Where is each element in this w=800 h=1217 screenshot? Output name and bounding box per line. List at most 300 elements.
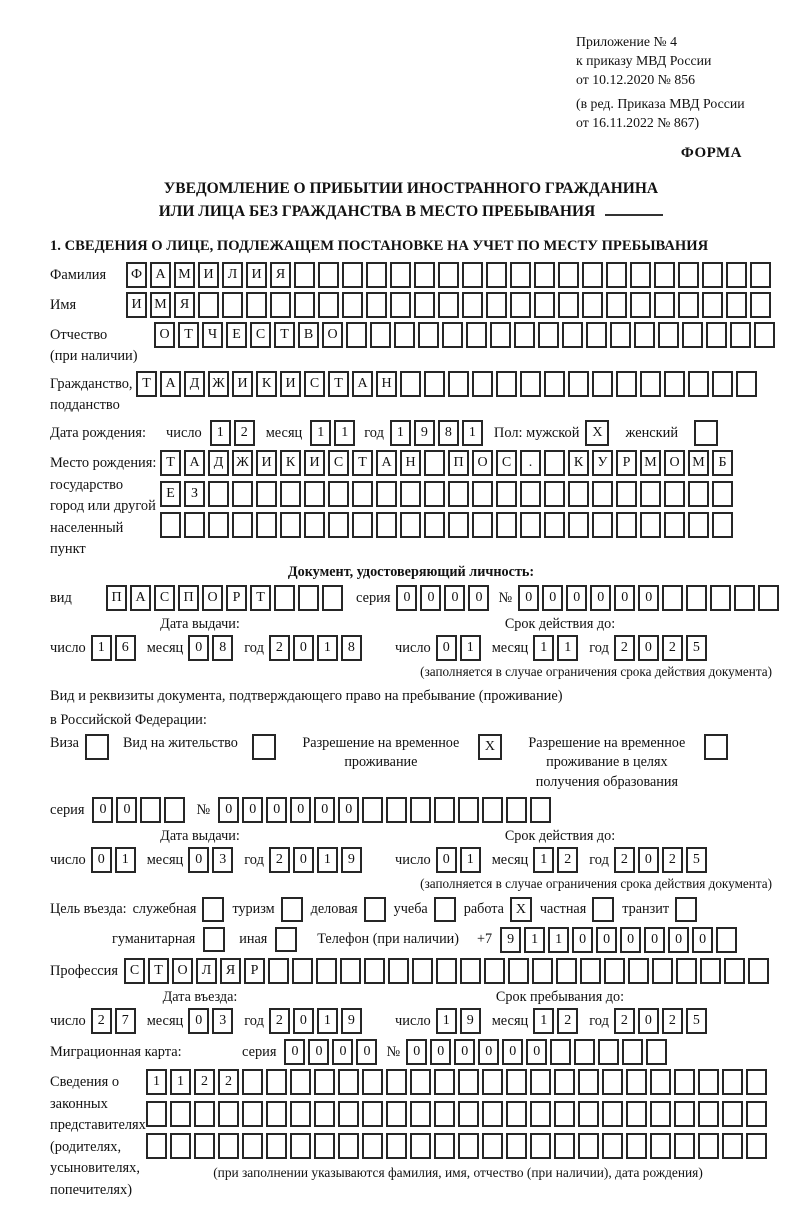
form-cell[interactable] (146, 1133, 167, 1159)
form-cell[interactable] (746, 1133, 767, 1159)
res-valid-month-cells[interactable] (533, 847, 581, 873)
form-cell[interactable] (640, 512, 661, 538)
form-cell[interactable] (722, 1133, 743, 1159)
form-cell[interactable]: Т (136, 371, 157, 397)
form-cell[interactable] (472, 512, 493, 538)
form-cell[interactable]: 2 (234, 420, 255, 446)
form-cell[interactable]: 2 (557, 847, 578, 873)
form-cell[interactable] (626, 1101, 647, 1127)
form-cell[interactable]: 0 (572, 927, 593, 953)
form-cell[interactable]: 2 (269, 635, 290, 661)
form-cell[interactable] (342, 292, 363, 318)
form-cell[interactable] (414, 262, 435, 288)
form-cell[interactable] (410, 1133, 431, 1159)
form-cell[interactable]: 9 (341, 847, 362, 873)
form-cell[interactable]: 0 (290, 797, 311, 823)
form-cell[interactable] (674, 1101, 695, 1127)
birthplace-cells-row1[interactable] (160, 450, 736, 476)
form-cell[interactable]: 0 (293, 847, 314, 873)
form-cell[interactable] (674, 1069, 695, 1095)
form-cell[interactable]: . (520, 450, 541, 476)
form-cell[interactable] (664, 481, 685, 507)
form-cell[interactable] (582, 262, 603, 288)
form-cell[interactable] (298, 585, 319, 611)
form-cell[interactable] (554, 1133, 575, 1159)
form-cell[interactable] (754, 322, 775, 348)
form-cell[interactable] (242, 1101, 263, 1127)
form-cell[interactable] (342, 262, 363, 288)
form-cell[interactable] (388, 958, 409, 984)
form-cell[interactable] (340, 958, 361, 984)
form-cell[interactable] (242, 1133, 263, 1159)
form-cell[interactable]: 1 (533, 635, 554, 661)
form-cell[interactable]: 0 (590, 585, 611, 611)
form-cell[interactable]: Е (160, 481, 181, 507)
name-cells[interactable] (126, 292, 774, 318)
id-issue-year-cells[interactable] (269, 635, 365, 661)
form-cell[interactable] (578, 1069, 599, 1095)
form-cell[interactable] (532, 958, 553, 984)
form-cell[interactable] (678, 262, 699, 288)
form-cell[interactable]: 1 (317, 1008, 338, 1034)
form-cell[interactable]: Я (220, 958, 241, 984)
citizenship-cells[interactable] (136, 371, 760, 397)
form-cell[interactable] (610, 322, 631, 348)
form-cell[interactable]: 2 (194, 1069, 215, 1095)
form-cell[interactable] (290, 1101, 311, 1127)
form-cell[interactable]: С (304, 371, 325, 397)
form-cell[interactable] (482, 1133, 503, 1159)
entry-day-cells[interactable] (91, 1008, 139, 1034)
form-cell[interactable]: И (246, 262, 267, 288)
form-cell[interactable] (628, 958, 649, 984)
form-cell[interactable] (726, 292, 747, 318)
form-cell[interactable] (556, 958, 577, 984)
form-cell[interactable] (268, 958, 289, 984)
form-cell[interactable] (538, 322, 559, 348)
form-cell[interactable]: И (232, 371, 253, 397)
form-cell[interactable] (586, 322, 607, 348)
form-cell[interactable]: Ж (232, 450, 253, 476)
form-cell[interactable]: С (154, 585, 175, 611)
form-cell[interactable]: М (174, 262, 195, 288)
form-cell[interactable] (386, 1133, 407, 1159)
form-cell[interactable]: 2 (614, 635, 635, 661)
form-cell[interactable] (448, 371, 469, 397)
form-cell[interactable]: 2 (269, 847, 290, 873)
form-cell[interactable] (194, 1101, 215, 1127)
form-cell[interactable] (274, 585, 295, 611)
form-cell[interactable] (712, 371, 733, 397)
form-cell[interactable]: 2 (662, 1008, 683, 1034)
form-cell[interactable] (442, 322, 463, 348)
form-cell[interactable] (294, 292, 315, 318)
birthplace-cells-row3[interactable] (160, 512, 736, 538)
form-cell[interactable]: 2 (614, 1008, 635, 1034)
form-cell[interactable]: С (496, 450, 517, 476)
form-cell[interactable] (328, 481, 349, 507)
birth-year-cells[interactable] (390, 420, 486, 446)
form-cell[interactable] (486, 292, 507, 318)
form-cell[interactable] (362, 797, 383, 823)
form-cell[interactable]: Т (352, 450, 373, 476)
form-cell[interactable]: К (256, 371, 277, 397)
form-cell[interactable]: 0 (293, 1008, 314, 1034)
form-cell[interactable] (484, 958, 505, 984)
form-cell[interactable] (626, 1069, 647, 1095)
stay-day-cells[interactable] (436, 1008, 484, 1034)
form-cell[interactable] (558, 292, 579, 318)
form-cell[interactable] (386, 1101, 407, 1127)
form-cell[interactable]: 5 (686, 847, 707, 873)
form-cell[interactable]: С (328, 450, 349, 476)
form-cell[interactable] (702, 262, 723, 288)
form-cell[interactable] (362, 1133, 383, 1159)
form-cell[interactable]: Т (328, 371, 349, 397)
form-cell[interactable]: И (304, 450, 325, 476)
form-cell[interactable] (520, 512, 541, 538)
form-cell[interactable] (568, 481, 589, 507)
form-cell[interactable] (222, 292, 243, 318)
form-cell[interactable] (698, 1069, 719, 1095)
form-cell[interactable] (160, 512, 181, 538)
form-cell[interactable] (676, 958, 697, 984)
form-cell[interactable] (292, 958, 313, 984)
form-cell[interactable]: 0 (638, 635, 659, 661)
form-cell[interactable] (496, 512, 517, 538)
form-cell[interactable] (280, 481, 301, 507)
form-cell[interactable] (242, 1069, 263, 1095)
form-cell[interactable] (606, 292, 627, 318)
form-cell[interactable] (700, 958, 721, 984)
form-cell[interactable]: 5 (686, 1008, 707, 1034)
form-cell[interactable] (434, 1069, 455, 1095)
form-cell[interactable] (750, 292, 771, 318)
form-cell[interactable]: 1 (210, 420, 231, 446)
id-valid-year-cells[interactable] (614, 635, 710, 661)
form-cell[interactable] (602, 1069, 623, 1095)
form-cell[interactable]: 1 (334, 420, 355, 446)
form-cell[interactable]: 9 (500, 927, 521, 953)
form-cell[interactable] (394, 322, 415, 348)
form-cell[interactable] (758, 585, 779, 611)
form-cell[interactable] (534, 292, 555, 318)
form-cell[interactable]: А (184, 450, 205, 476)
form-cell[interactable] (520, 371, 541, 397)
form-cell[interactable] (654, 262, 675, 288)
form-cell[interactable] (338, 1101, 359, 1127)
form-cell[interactable] (458, 797, 479, 823)
form-cell[interactable] (194, 1133, 215, 1159)
form-cell[interactable] (664, 371, 685, 397)
form-cell[interactable] (698, 1133, 719, 1159)
form-cell[interactable] (448, 481, 469, 507)
form-cell[interactable]: С (250, 322, 271, 348)
form-cell[interactable] (592, 371, 613, 397)
form-cell[interactable]: 0 (596, 927, 617, 953)
doc-type-cells[interactable] (106, 585, 346, 611)
form-cell[interactable] (640, 481, 661, 507)
form-cell[interactable]: 1 (170, 1069, 191, 1095)
form-cell[interactable] (604, 958, 625, 984)
form-cell[interactable]: О (472, 450, 493, 476)
form-cell[interactable]: О (202, 585, 223, 611)
form-cell[interactable]: Т (148, 958, 169, 984)
form-cell[interactable]: Л (222, 262, 243, 288)
form-cell[interactable]: Ж (208, 371, 229, 397)
form-cell[interactable]: 1 (317, 635, 338, 661)
form-cell[interactable] (578, 1101, 599, 1127)
form-cell[interactable] (400, 512, 421, 538)
temp-residence-checkbox[interactable]: X (478, 734, 502, 760)
form-cell[interactable]: П (178, 585, 199, 611)
form-cell[interactable] (362, 1069, 383, 1095)
form-cell[interactable] (688, 371, 709, 397)
form-cell[interactable]: Н (376, 371, 397, 397)
form-cell[interactable] (448, 512, 469, 538)
form-cell[interactable]: 0 (638, 1008, 659, 1034)
form-cell[interactable] (630, 292, 651, 318)
form-cell[interactable]: 2 (91, 1008, 112, 1034)
form-cell[interactable] (424, 450, 445, 476)
form-cell[interactable] (598, 1039, 619, 1065)
form-cell[interactable] (322, 585, 343, 611)
form-cell[interactable] (724, 958, 745, 984)
form-cell[interactable]: 0 (620, 927, 641, 953)
form-cell[interactable] (722, 1069, 743, 1095)
form-cell[interactable] (390, 262, 411, 288)
form-cell[interactable] (304, 512, 325, 538)
form-cell[interactable] (520, 481, 541, 507)
form-cell[interactable] (304, 481, 325, 507)
form-cell[interactable] (458, 1133, 479, 1159)
form-cell[interactable]: 1 (557, 635, 578, 661)
form-cell[interactable] (678, 292, 699, 318)
form-cell[interactable]: И (198, 262, 219, 288)
res-series-cells[interactable] (92, 797, 188, 823)
form-cell[interactable]: О (154, 322, 175, 348)
form-cell[interactable]: 0 (338, 797, 359, 823)
form-cell[interactable] (466, 322, 487, 348)
form-cell[interactable]: 0 (188, 1008, 209, 1034)
form-cell[interactable] (712, 481, 733, 507)
form-cell[interactable]: 9 (414, 420, 435, 446)
form-cell[interactable] (602, 1133, 623, 1159)
form-cell[interactable] (386, 797, 407, 823)
form-cell[interactable] (682, 322, 703, 348)
form-cell[interactable] (424, 512, 445, 538)
res-valid-day-cells[interactable] (436, 847, 484, 873)
purpose-private-checkbox[interactable] (592, 897, 614, 922)
form-cell[interactable] (664, 512, 685, 538)
form-cell[interactable]: Л (196, 958, 217, 984)
form-cell[interactable] (530, 1101, 551, 1127)
form-cell[interactable] (592, 512, 613, 538)
form-cell[interactable] (634, 322, 655, 348)
form-cell[interactable]: П (106, 585, 127, 611)
form-cell[interactable] (568, 512, 589, 538)
form-cell[interactable]: 0 (188, 635, 209, 661)
form-cell[interactable] (544, 371, 565, 397)
form-cell[interactable]: М (688, 450, 709, 476)
form-cell[interactable] (646, 1039, 667, 1065)
form-cell[interactable]: 0 (444, 585, 465, 611)
form-cell[interactable] (734, 585, 755, 611)
form-cell[interactable] (366, 292, 387, 318)
form-cell[interactable]: О (322, 322, 343, 348)
form-cell[interactable]: К (280, 450, 301, 476)
temp-residence-edu-checkbox[interactable] (704, 734, 728, 760)
form-cell[interactable] (550, 1039, 571, 1065)
form-cell[interactable]: 3 (212, 1008, 233, 1034)
form-cell[interactable]: 2 (218, 1069, 239, 1095)
form-cell[interactable]: 0 (638, 585, 659, 611)
form-cell[interactable] (702, 292, 723, 318)
form-cell[interactable] (338, 1069, 359, 1095)
form-cell[interactable] (266, 1101, 287, 1127)
form-cell[interactable] (712, 512, 733, 538)
form-cell[interactable] (376, 512, 397, 538)
form-cell[interactable] (616, 512, 637, 538)
form-cell[interactable] (746, 1101, 767, 1127)
purpose-transit-checkbox[interactable] (675, 897, 697, 922)
form-cell[interactable]: У (592, 450, 613, 476)
form-cell[interactable] (434, 1133, 455, 1159)
form-cell[interactable] (510, 262, 531, 288)
form-cell[interactable]: 9 (341, 1008, 362, 1034)
form-cell[interactable] (472, 481, 493, 507)
res-number-cells[interactable] (218, 797, 554, 823)
form-cell[interactable] (318, 292, 339, 318)
form-cell[interactable] (438, 292, 459, 318)
form-cell[interactable]: 2 (662, 847, 683, 873)
form-cell[interactable] (366, 262, 387, 288)
form-cell[interactable] (218, 1133, 239, 1159)
form-cell[interactable] (390, 292, 411, 318)
form-cell[interactable] (270, 292, 291, 318)
form-cell[interactable]: 8 (212, 635, 233, 661)
form-cell[interactable] (184, 512, 205, 538)
form-cell[interactable]: Р (244, 958, 265, 984)
stay-year-cells[interactable] (614, 1008, 710, 1034)
form-cell[interactable]: 0 (356, 1039, 377, 1065)
form-cell[interactable]: 0 (614, 585, 635, 611)
form-cell[interactable] (410, 1069, 431, 1095)
form-cell[interactable] (736, 371, 757, 397)
form-cell[interactable]: 0 (314, 797, 335, 823)
form-cell[interactable] (294, 262, 315, 288)
form-cell[interactable]: 0 (526, 1039, 547, 1065)
form-cell[interactable]: 1 (390, 420, 411, 446)
form-cell[interactable]: 0 (436, 635, 457, 661)
form-cell[interactable] (544, 450, 565, 476)
form-cell[interactable] (750, 262, 771, 288)
form-cell[interactable]: Д (184, 371, 205, 397)
form-cell[interactable] (746, 1069, 767, 1095)
form-cell[interactable]: Ч (202, 322, 223, 348)
form-cell[interactable] (706, 322, 727, 348)
form-cell[interactable] (622, 1039, 643, 1065)
form-cell[interactable]: 1 (317, 847, 338, 873)
form-cell[interactable]: 0 (502, 1039, 523, 1065)
form-cell[interactable] (592, 481, 613, 507)
form-cell[interactable]: 0 (638, 847, 659, 873)
form-cell[interactable]: 0 (692, 927, 713, 953)
form-cell[interactable]: 0 (218, 797, 239, 823)
form-cell[interactable] (650, 1101, 671, 1127)
form-cell[interactable]: А (376, 450, 397, 476)
form-cell[interactable] (654, 292, 675, 318)
form-cell[interactable]: 0 (308, 1039, 329, 1065)
form-cell[interactable] (674, 1133, 695, 1159)
form-cell[interactable]: 0 (542, 585, 563, 611)
form-cell[interactable]: 0 (454, 1039, 475, 1065)
form-cell[interactable]: 0 (266, 797, 287, 823)
form-cell[interactable] (602, 1101, 623, 1127)
form-cell[interactable]: 0 (644, 927, 665, 953)
form-cell[interactable] (460, 958, 481, 984)
form-cell[interactable] (554, 1101, 575, 1127)
form-cell[interactable]: 1 (460, 847, 481, 873)
form-cell[interactable] (626, 1133, 647, 1159)
purpose-work-checkbox[interactable]: X (510, 897, 532, 922)
form-cell[interactable]: С (124, 958, 145, 984)
form-cell[interactable]: 6 (115, 635, 136, 661)
form-cell[interactable]: 1 (460, 635, 481, 661)
representatives-cells-row1[interactable] (146, 1069, 770, 1095)
form-cell[interactable] (558, 262, 579, 288)
form-cell[interactable] (482, 797, 503, 823)
form-cell[interactable]: 0 (430, 1039, 451, 1065)
res-issue-year-cells[interactable] (269, 847, 365, 873)
purpose-official-checkbox[interactable] (202, 897, 224, 922)
form-cell[interactable]: О (664, 450, 685, 476)
form-cell[interactable]: Т (274, 322, 295, 348)
form-cell[interactable] (748, 958, 769, 984)
form-cell[interactable] (146, 1101, 167, 1127)
form-cell[interactable] (662, 585, 683, 611)
form-cell[interactable] (318, 262, 339, 288)
form-cell[interactable] (698, 1101, 719, 1127)
form-cell[interactable] (496, 481, 517, 507)
form-cell[interactable] (370, 322, 391, 348)
form-cell[interactable]: 5 (686, 635, 707, 661)
patronymic-cells[interactable] (154, 322, 778, 348)
form-cell[interactable]: Т (178, 322, 199, 348)
form-cell[interactable] (508, 958, 529, 984)
form-cell[interactable]: М (640, 450, 661, 476)
res-issue-day-cells[interactable] (91, 847, 139, 873)
form-cell[interactable] (630, 262, 651, 288)
form-cell[interactable]: Я (270, 262, 291, 288)
form-cell[interactable] (568, 371, 589, 397)
visa-checkbox[interactable] (85, 734, 109, 760)
form-cell[interactable] (280, 512, 301, 538)
form-cell[interactable] (170, 1133, 191, 1159)
form-cell[interactable]: В (298, 322, 319, 348)
form-cell[interactable]: Т (250, 585, 271, 611)
form-cell[interactable] (438, 262, 459, 288)
representatives-cells-row2[interactable] (146, 1101, 770, 1127)
form-cell[interactable] (198, 292, 219, 318)
form-cell[interactable] (462, 292, 483, 318)
form-cell[interactable]: О (172, 958, 193, 984)
form-cell[interactable] (424, 371, 445, 397)
form-cell[interactable] (386, 1069, 407, 1095)
surname-cells[interactable] (126, 262, 774, 288)
form-cell[interactable] (506, 1101, 527, 1127)
form-cell[interactable] (658, 322, 679, 348)
